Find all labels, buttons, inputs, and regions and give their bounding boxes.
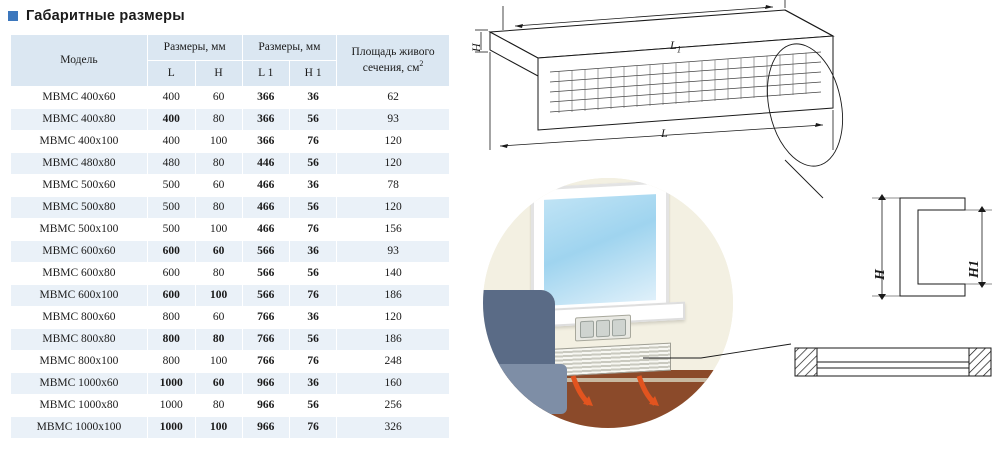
cell-area: 93 — [337, 241, 450, 263]
cell-h: 60 — [195, 241, 242, 263]
photo-valve — [575, 315, 631, 342]
col-header-area — [337, 35, 450, 87]
cell-l1: 566 — [242, 285, 290, 307]
table-row — [11, 351, 450, 373]
label-l-bottom: L — [661, 126, 668, 140]
table-row — [11, 395, 450, 417]
table-row — [11, 241, 450, 263]
cell-l: 500 — [147, 197, 195, 219]
table-row — [11, 87, 450, 109]
cell-h1: 56 — [290, 263, 337, 285]
cell-h: 80 — [195, 197, 242, 219]
cell-model: МВМС 800х60 — [11, 307, 148, 329]
cell-l: 600 — [147, 285, 195, 307]
cell-h: 60 — [195, 175, 242, 197]
cell-h1: 36 — [290, 175, 337, 197]
cell-h: 80 — [195, 395, 242, 417]
installation-photo — [483, 178, 733, 428]
cell-h1: 56 — [290, 395, 337, 417]
cell-area: 78 — [337, 175, 450, 197]
cell-l: 800 — [147, 329, 195, 351]
cell-h1: 76 — [290, 351, 337, 373]
table-row — [11, 131, 450, 153]
page-title: Габаритные размеры — [26, 8, 185, 24]
cell-h1: 36 — [290, 373, 337, 395]
dimension-h-section — [872, 194, 900, 300]
cell-l1: 566 — [242, 263, 290, 285]
cell-l: 1000 — [147, 417, 195, 439]
photo-leader-line — [641, 330, 801, 370]
photo-sofa-seat — [489, 364, 567, 414]
bottom-plate — [795, 348, 991, 362]
cell-model: МВМС 1000х100 — [11, 417, 148, 439]
cell-h1: 76 — [290, 131, 337, 153]
table-row — [11, 307, 450, 329]
cell-area: 93 — [337, 109, 450, 131]
table-row — [11, 109, 450, 131]
cell-model: МВМС 500х100 — [11, 219, 148, 241]
cell-l: 800 — [147, 351, 195, 373]
cell-area: 186 — [337, 285, 450, 307]
cell-h: 100 — [195, 417, 242, 439]
cell-h: 60 — [195, 373, 242, 395]
cell-model: МВМС 600х80 — [11, 263, 148, 285]
cell-l1: 566 — [242, 241, 290, 263]
cell-model: МВМС 600х60 — [11, 241, 148, 263]
table-head — [11, 35, 450, 87]
cell-l: 500 — [147, 219, 195, 241]
cell-h: 80 — [195, 263, 242, 285]
cell-l: 1000 — [147, 395, 195, 417]
col-header-group-outer: Размеры, мм — [147, 35, 242, 61]
cell-l1: 466 — [242, 219, 290, 241]
table-row — [11, 329, 450, 351]
bottom-section-drawing — [785, 336, 1001, 392]
cell-area: 120 — [337, 307, 450, 329]
cell-model: МВМС 1000х60 — [11, 373, 148, 395]
table-body — [11, 87, 450, 439]
airflow-arrow-right-icon — [633, 374, 667, 408]
cell-l: 400 — [147, 131, 195, 153]
cell-l1: 366 — [242, 131, 290, 153]
cell-h1: 76 — [290, 285, 337, 307]
label-h-section: H — [873, 269, 888, 280]
cell-model: МВМС 500х60 — [11, 175, 148, 197]
cell-h1: 56 — [290, 153, 337, 175]
cell-h1: 36 — [290, 87, 337, 109]
cell-h1: 56 — [290, 197, 337, 219]
bottom-plate-lip — [795, 362, 991, 368]
cell-h: 80 — [195, 109, 242, 131]
cell-l: 800 — [147, 307, 195, 329]
cell-l: 600 — [147, 241, 195, 263]
col-header-group-inner: Размеры, мм — [242, 35, 337, 61]
col-header-area-sup: 2 — [419, 59, 424, 69]
cell-l: 400 — [147, 109, 195, 131]
cell-h1: 56 — [290, 109, 337, 131]
table-row — [11, 175, 450, 197]
cell-model: МВМС 800х80 — [11, 329, 148, 351]
cell-l1: 966 — [242, 373, 290, 395]
cell-l1: 966 — [242, 417, 290, 439]
cell-area: 186 — [337, 329, 450, 351]
cell-h1: 36 — [290, 307, 337, 329]
col-header-l1: L 1 — [242, 61, 290, 87]
table-head-row-1 — [11, 35, 450, 61]
cell-area: 156 — [337, 219, 450, 241]
dimensions-table-wrapper — [10, 34, 450, 439]
cell-model: МВМС 600х100 — [11, 285, 148, 307]
col-header-area-text: Площадь живого сечения, см — [351, 45, 435, 74]
cell-l: 600 — [147, 263, 195, 285]
cell-area: 326 — [337, 417, 450, 439]
cell-l1: 366 — [242, 109, 290, 131]
table-row — [11, 285, 450, 307]
page-header — [8, 8, 185, 24]
cell-area: 140 — [337, 263, 450, 285]
cell-l1: 466 — [242, 197, 290, 219]
cell-area: 256 — [337, 395, 450, 417]
table-row — [11, 153, 450, 175]
cell-h: 100 — [195, 351, 242, 373]
cell-h: 80 — [195, 153, 242, 175]
label-l1-top: $L_1$ — [670, 38, 682, 55]
cell-h: 100 — [195, 285, 242, 307]
cell-h: 80 — [195, 329, 242, 351]
dimensions-table — [10, 34, 450, 439]
cell-area: 120 — [337, 197, 450, 219]
cell-area: 120 — [337, 153, 450, 175]
cell-model: МВМС 500х80 — [11, 197, 148, 219]
cell-l1: 366 — [242, 87, 290, 109]
col-header-model: Модель — [11, 35, 148, 87]
cell-model: МВМС 800х100 — [11, 351, 148, 373]
cell-model: МВМС 400х60 — [11, 87, 148, 109]
hatch-right — [969, 348, 991, 376]
table-row — [11, 197, 450, 219]
cell-model: МВМС 400х100 — [11, 131, 148, 153]
cell-area: 120 — [337, 131, 450, 153]
cell-area: 248 — [337, 351, 450, 373]
table-row — [11, 417, 450, 439]
cell-area: 160 — [337, 373, 450, 395]
cell-model: МВМС 1000х80 — [11, 395, 148, 417]
label-h-left: H — [469, 43, 483, 52]
cell-h: 60 — [195, 307, 242, 329]
cell-model: МВМС 480х80 — [11, 153, 148, 175]
col-header-l: L — [147, 61, 195, 87]
cell-l1: 766 — [242, 351, 290, 373]
cell-h1: 36 — [290, 241, 337, 263]
cell-l: 500 — [147, 175, 195, 197]
cell-l1: 766 — [242, 329, 290, 351]
cell-h: 100 — [195, 219, 242, 241]
cell-l1: 766 — [242, 307, 290, 329]
label-h1-section: H1 — [967, 260, 982, 278]
cell-l1: 466 — [242, 175, 290, 197]
cell-l1: 446 — [242, 153, 290, 175]
cell-area: 62 — [337, 87, 450, 109]
cell-model: МВМС 400х80 — [11, 109, 148, 131]
photo-window-glass — [544, 194, 656, 306]
table-row — [11, 219, 450, 241]
table-row — [11, 263, 450, 285]
airflow-arrow-left-icon — [567, 374, 601, 408]
illustration-area — [455, 0, 1001, 464]
bullet-icon — [8, 11, 18, 21]
cell-l: 400 — [147, 87, 195, 109]
cell-h1: 76 — [290, 219, 337, 241]
cell-l: 480 — [147, 153, 195, 175]
cell-h1: 76 — [290, 417, 337, 439]
table-row — [11, 373, 450, 395]
col-header-h: H — [195, 61, 242, 87]
cell-h: 60 — [195, 87, 242, 109]
col-header-h1: H 1 — [290, 61, 337, 87]
section-profile — [900, 198, 965, 296]
cell-h1: 56 — [290, 329, 337, 351]
cell-l: 1000 — [147, 373, 195, 395]
cell-l1: 966 — [242, 395, 290, 417]
cell-h: 100 — [195, 131, 242, 153]
